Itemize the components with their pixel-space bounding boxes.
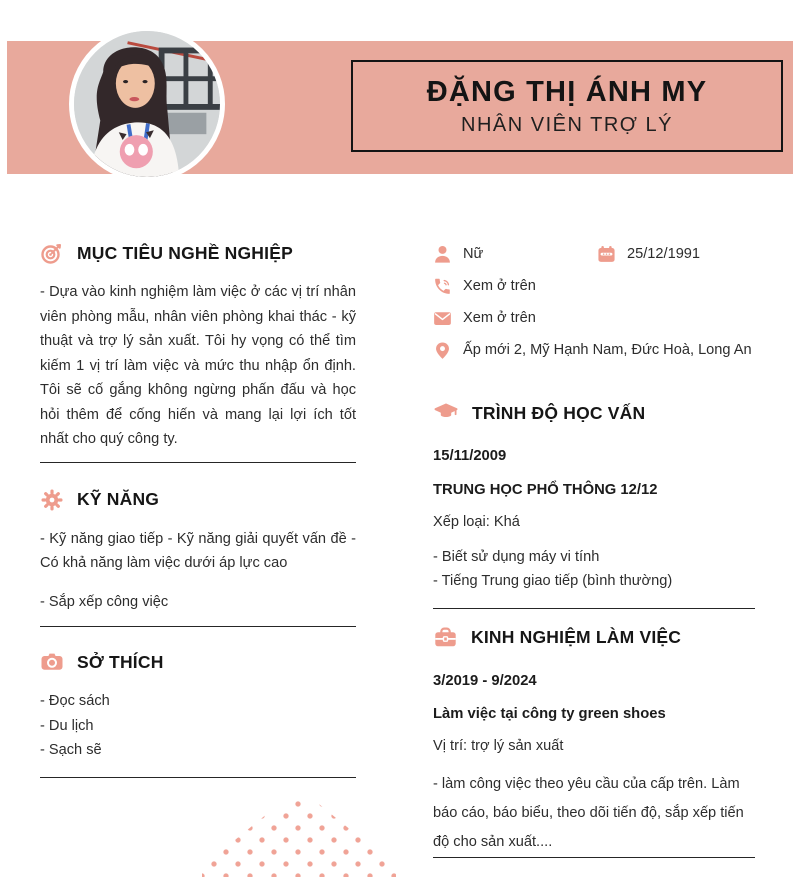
left-column (40, 230, 356, 778)
right-column (433, 230, 755, 858)
education-note: - Tiếng Trung giao tiếp (bình thường) (433, 573, 673, 589)
hobbies-list (40, 689, 356, 763)
divider (40, 626, 356, 627)
person-icon (433, 245, 452, 264)
section-education-title: TRÌNH ĐỘ HỌC VẤN (472, 402, 646, 423)
gender-field (433, 245, 597, 264)
objective-text: - Dựa vào kinh nghiệm làm việc ở các vị trí nhân viên phòng mẫu, nhân viên phòng khai thác - kỹ thuật và trợ lý sản xuất. Tôi hy vọng có thể tìm kiếm 1 vị trí làm việc và mức thu nhập ổn định. Tôi sẽ cố gắng không ngừng phấn đấu và học hỏi thêm để cống hiến và mang lại lợi ích tốt nhất cho quý công ty. (40, 284, 356, 447)
skills-item: - Sắp xếp công việc (40, 593, 169, 610)
education-grade: Xếp loại: Khá (433, 514, 520, 530)
profile-photo-illustration (74, 31, 220, 177)
gear-icon (40, 488, 64, 512)
section-experience-header (433, 625, 755, 651)
phone-value: Xem ở trên (463, 278, 536, 294)
section-hobbies-header (40, 649, 356, 675)
info-row-phone (433, 270, 755, 302)
job-title: NHÂN VIÊN TRỢ LÝ (461, 113, 673, 136)
section-skills-header (40, 487, 356, 513)
calendar-icon (597, 245, 616, 264)
dob-value: 25/12/1991 (627, 246, 701, 262)
divider (433, 608, 755, 609)
mail-icon (433, 309, 452, 328)
person-name: ĐẶNG THỊ ÁNH MY (426, 75, 708, 108)
hobby-item: - Sạch sẽ (40, 742, 102, 758)
camera-icon (40, 650, 64, 674)
location-pin-icon (433, 341, 452, 360)
briefcase-icon (433, 626, 458, 650)
gender-value: Nữ (463, 246, 484, 262)
personal-info (433, 238, 755, 366)
experience-description: - làm công việc theo yêu cầu của cấp trên. Làm báo cáo, báo biểu, theo dõi tiến độ, sắp xếp tiến độ cho sản xuất.... (433, 776, 744, 850)
name-box (351, 60, 783, 152)
address-value: Ấp mới 2, Mỹ Hạnh Nam, Đức Hoà, Long An (463, 342, 752, 358)
target-icon (40, 241, 64, 265)
education-notes (433, 545, 755, 594)
section-experience-title: KINH NGHIỆM LÀM VIỆC (471, 627, 682, 647)
section-hobbies-title: SỞ THÍCH (77, 651, 164, 672)
education-note: - Biết sử dụng máy vi tính (433, 548, 600, 565)
info-row-gender-dob (433, 238, 755, 270)
hobby-item: - Du lịch (40, 717, 94, 734)
email-value: Xem ở trên (463, 310, 536, 326)
experience-position: Vị trí: trợ lý sản xuất (433, 737, 564, 754)
education-school: TRUNG HỌC PHỔ THÔNG 12/12 (433, 482, 658, 498)
section-objective-title: MỤC TIÊU NGHỀ NGHIỆP (77, 242, 293, 263)
address-field (433, 341, 752, 360)
section-education-header (433, 400, 755, 426)
skills-item: - Kỹ năng giao tiếp - Kỹ năng giải quyết vấn đề - Có khả năng làm việc dưới áp lực cao (40, 530, 356, 571)
phone-field (433, 277, 536, 296)
info-row-email (433, 302, 755, 334)
education-date: 15/11/2009 (433, 448, 507, 464)
section-objective-header (40, 240, 356, 266)
divider (40, 462, 356, 463)
profile-photo (69, 26, 225, 182)
dob-field (597, 245, 700, 264)
info-row-address (433, 334, 755, 366)
decorative-dot-triangle (202, 792, 396, 877)
experience-period: 3/2019 - 9/2024 (433, 672, 537, 689)
email-field (433, 309, 536, 328)
experience-company: Làm việc tại công ty green shoes (433, 705, 666, 722)
divider (433, 857, 755, 858)
divider (40, 777, 356, 778)
graduation-cap-icon (433, 401, 459, 425)
hobby-item: - Đọc sách (40, 693, 110, 709)
section-skills-title: KỸ NĂNG (77, 489, 160, 509)
phone-icon (433, 277, 452, 296)
